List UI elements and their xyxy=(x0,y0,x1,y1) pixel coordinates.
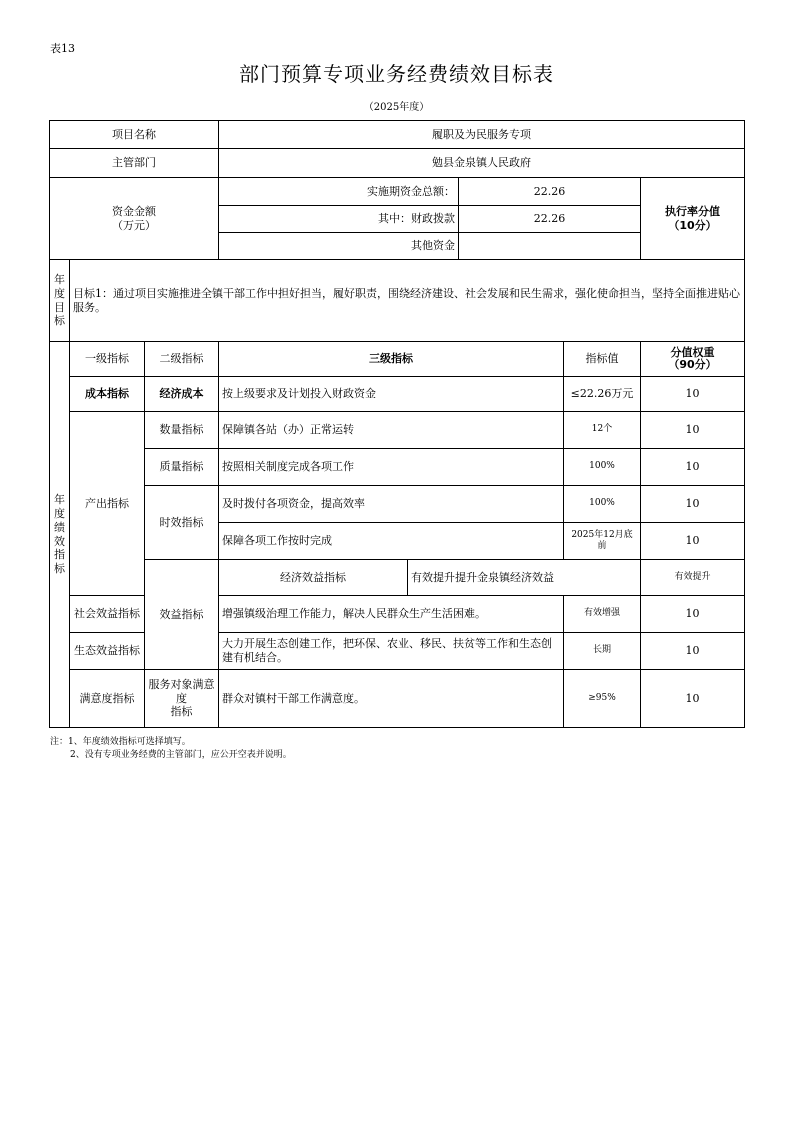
social-benefit-desc: 增强镇级治理工作能力，解决人民群众生产生活困难。 xyxy=(219,596,564,633)
table-row xyxy=(50,560,745,596)
cost-indicator-value: ≤22.26万元 xyxy=(564,377,641,412)
project-name-label: 项目名称 xyxy=(50,121,219,149)
timeliness-indicator-weight-1: 10 xyxy=(641,486,745,523)
cost-indicator-label: 成本指标 xyxy=(70,377,145,412)
project-name-row xyxy=(50,121,745,149)
ecological-benefit-desc: 大力开展生态创建工作，把环保、农业、移民、扶贫等工作和生态创建有机结合。 xyxy=(219,633,564,670)
footnote-2: 2、没有专项业务经费的主管部门，应公开空表并说明。 xyxy=(70,750,292,761)
satisfaction-desc: 群众对镇村干部工作满意度。 xyxy=(219,670,564,728)
document-title: 部门预算专项业务经费绩效目标表 xyxy=(239,62,554,86)
performance-target-table xyxy=(49,120,745,728)
economic-benefit-label: 经济效益指标 xyxy=(219,560,408,596)
funds-fiscal-value: 22.26 xyxy=(459,206,641,233)
quality-indicator-weight: 10 xyxy=(641,449,745,486)
quantity-indicator-desc: 保障镇各站（办）正常运转 xyxy=(219,412,564,449)
table-row xyxy=(50,486,745,523)
social-benefit-value: 有效增强 xyxy=(564,596,641,633)
funds-total-row xyxy=(50,178,745,206)
header-value: 指标值 xyxy=(564,342,641,377)
funds-other-label: 其他资金 xyxy=(219,233,459,260)
header-weight: 分值权重 （90分） xyxy=(641,342,745,377)
annual-indicators-label: 年度绩效指标 xyxy=(50,342,70,728)
funds-other-value xyxy=(459,233,641,260)
satisfaction-indicator-label: 满意度指标 xyxy=(70,670,145,728)
social-benefit-label: 社会效益指标 xyxy=(70,596,145,633)
ecological-benefit-label: 生态效益指标 xyxy=(70,633,145,670)
benefit-indicator-label: 效益指标 xyxy=(145,560,219,670)
output-indicator-label: 产出指标 xyxy=(70,412,145,596)
header-level2: 二级指标 xyxy=(145,342,219,377)
timeliness-indicator-value-1: 100% xyxy=(564,486,641,523)
quantity-indicator-weight: 10 xyxy=(641,412,745,449)
economic-cost-label: 经济成本 xyxy=(145,377,219,412)
annual-goal-label: 年度目标 xyxy=(50,260,70,342)
header-level3: 三级指标 xyxy=(219,342,564,377)
quality-indicator-desc: 按照相关制度完成各项工作 xyxy=(219,449,564,486)
timeliness-indicator-weight-2: 10 xyxy=(641,523,745,560)
economic-benefit-value: 有效提升 xyxy=(641,560,745,596)
footnote-1: 注：1、年度绩效指标可选择填写。 xyxy=(50,737,191,747)
department-row xyxy=(50,149,745,178)
quality-indicator-value: 100% xyxy=(564,449,641,486)
header-level1: 一级指标 xyxy=(70,342,145,377)
indicator-header-row xyxy=(50,342,745,377)
annual-goal-row xyxy=(50,260,745,342)
satisfaction-weight: 10 xyxy=(641,670,745,728)
quantity-indicator-value: 12个 xyxy=(564,412,641,449)
fiscal-year: （2025年度） xyxy=(363,102,430,113)
department-label: 主管部门 xyxy=(50,149,219,178)
funds-total-value: 22.26 xyxy=(459,178,641,206)
service-satisfaction-label: 服务对象满意度 指标 xyxy=(145,670,219,728)
timeliness-indicator-desc-2: 保障各项工作按时完成 xyxy=(219,523,564,560)
cost-indicator-weight: 10 xyxy=(641,377,745,412)
table-row xyxy=(50,449,745,486)
funds-total-label: 实施期资金总额： xyxy=(219,178,459,206)
social-benefit-weight: 10 xyxy=(641,596,745,633)
execution-rate-score: 执行率分值 （10分） xyxy=(641,178,745,260)
funds-fiscal-label: 其中：财政拨款 xyxy=(219,206,459,233)
table-row xyxy=(50,670,745,728)
department-value: 勉县金泉镇人民政府 xyxy=(219,149,745,178)
satisfaction-value: ≥95% xyxy=(564,670,641,728)
cost-indicator-desc: 按上级要求及计划投入财政资金 xyxy=(219,377,564,412)
annual-goal-text: 目标1：通过项目实施推进全镇干部工作中担好担当，履好职责，围绕经济建设、社会发展和民生需求，强化使命担当，坚持全面推进贴心服务。 xyxy=(70,260,745,342)
table-number: 表13 xyxy=(50,42,75,55)
timeliness-indicator-desc-1: 及时拨付各项资金，提高效率 xyxy=(219,486,564,523)
table-row xyxy=(50,412,745,449)
quantity-indicator-label: 数量指标 xyxy=(145,412,219,449)
timeliness-indicator-value-2: 2025年12月底前 xyxy=(564,523,641,560)
table-row xyxy=(50,377,745,412)
timeliness-indicator-label: 时效指标 xyxy=(145,486,219,560)
quality-indicator-label: 质量指标 xyxy=(145,449,219,486)
footnotes xyxy=(50,736,292,762)
project-name-value: 履职及为民服务专项 xyxy=(219,121,745,149)
ecological-benefit-value: 长期 xyxy=(564,633,641,670)
ecological-benefit-weight: 10 xyxy=(641,633,745,670)
funds-label: 资金金额 （万元） xyxy=(50,178,219,260)
economic-benefit-desc: 有效提升提升金泉镇经济效益 xyxy=(408,560,641,596)
